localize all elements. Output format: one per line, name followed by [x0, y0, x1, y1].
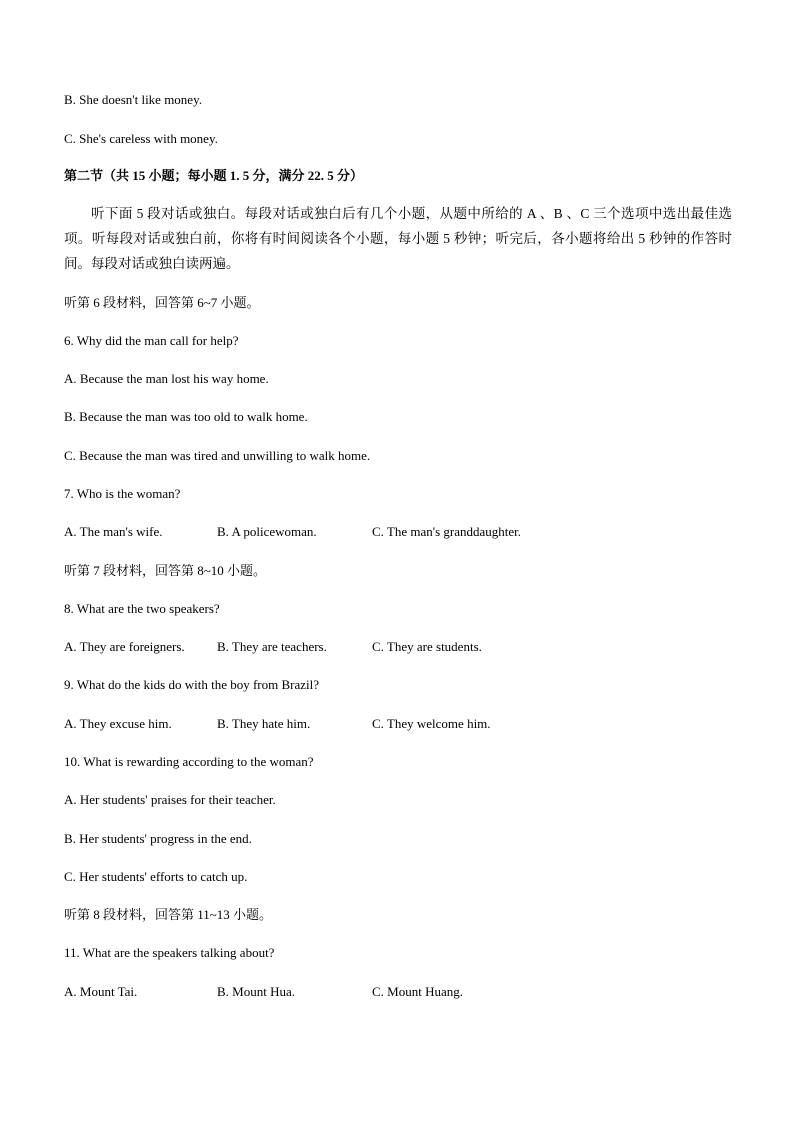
q5-option-c: C. She's careless with money. [64, 131, 218, 146]
q10-option-c: C. Her students' efforts to catch up. [64, 869, 248, 884]
q10-option-b: B. Her students' progress in the end. [64, 831, 252, 846]
material-7-intro: 听第 7 段材料，回答第 8~10 小题。 [64, 563, 267, 578]
material-8-intro: 听第 8 段材料，回答第 11~13 小题。 [64, 907, 273, 922]
q6-option-c: C. Because the man was tired and unwilling to walk home. [64, 448, 371, 463]
q7-option-b: B. A policewoman. [217, 524, 317, 539]
q6-option-a: A. Because the man lost his way home. [64, 371, 269, 386]
q8-option-c: C. They are students. [372, 639, 482, 654]
question-6: 6. Why did the man call for help? [64, 333, 239, 348]
q11-option-c: C. Mount Huang. [372, 984, 463, 999]
q9-option-a: A. They excuse him. [64, 716, 172, 731]
section-heading: 第二节（共 15 小题；每小题 1. 5 分，满分 22. 5 分） [64, 168, 364, 183]
question-10: 10. What is rewarding according to the woman? [64, 754, 314, 769]
q10-option-a: A. Her students' praises for their teacher. [64, 792, 276, 807]
section-instructions: 听下面 5 段对话或独白。每段对话或独白后有几个小题，从题中所给的 A 、B 、C 三个选项中选出最佳选项。听每段对话或独白前，你将有时间阅读各个小题，每小题 5 秒钟；听完后，各小题将给出 5 秒钟的作答时间。每段对话或独白读两遍。 [64, 206, 732, 271]
q8-option-b: B. They are teachers. [217, 639, 327, 654]
question-8: 8. What are the two speakers? [64, 601, 220, 616]
question-9: 9. What do the kids do with the boy from Brazil? [64, 677, 320, 692]
q7-option-c: C. The man's granddaughter. [372, 524, 522, 539]
q11-option-a: A. Mount Tai. [64, 984, 138, 999]
q11-option-b: B. Mount Hua. [217, 984, 295, 999]
question-7: 7. Who is the woman? [64, 486, 181, 501]
q7-option-a: A. The man's wife. [64, 524, 163, 539]
q6-option-b: B. Because the man was too old to walk home. [64, 409, 308, 424]
q9-option-c: C. They welcome him. [372, 716, 491, 731]
q8-option-a: A. They are foreigners. [64, 639, 185, 654]
question-11: 11. What are the speakers talking about? [64, 945, 275, 960]
q5-option-b: B. She doesn't like money. [64, 92, 202, 107]
q9-option-b: B. They hate him. [217, 716, 311, 731]
material-6-intro: 听第 6 段材料，回答第 6~7 小题。 [64, 295, 260, 310]
